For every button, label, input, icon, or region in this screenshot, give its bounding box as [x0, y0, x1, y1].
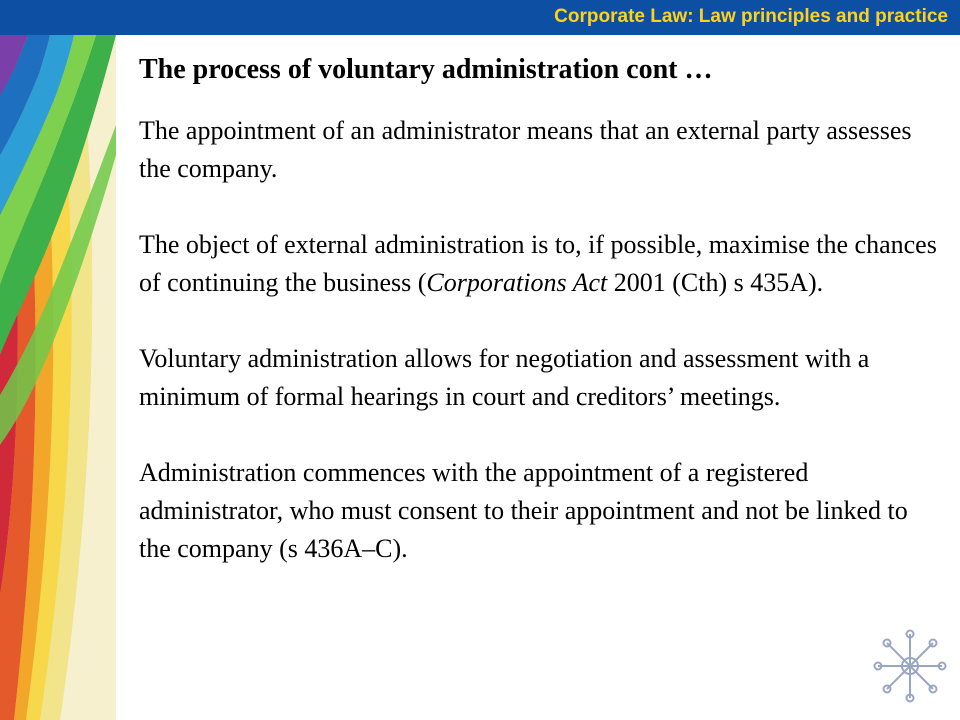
paragraph-negotiation: Voluntary administration allows for negotiation and assessment with a minimum of formal hearings in court and creditors’ meetings. [139, 344, 870, 411]
header-bar [0, 0, 960, 35]
slide-content [139, 50, 944, 606]
header-title: Corporate Law: Law principles and practice [554, 6, 948, 27]
paragraph-object-citation: 2001 (Cth) s 435A). [607, 268, 824, 297]
paragraph-object [139, 226, 944, 302]
paragraph-appointment: The appointment of an administrator means that an external party assesses the company. [139, 116, 912, 183]
paragraph-object-text: The object of external administration is to, if possible, maximise the chances of continuing the business ( [139, 230, 937, 297]
paragraph-commencement: Administration commences with the appointment of a registered administrator, who must consent to their appointment and not be linked to the company (s 436A–C). [139, 458, 908, 563]
side-art-rainbow-sheets [0, 35, 116, 720]
act-name: Corporations Act [426, 268, 608, 297]
slide-title: The process of voluntary administration cont … [139, 54, 713, 85]
network-hub-icon [872, 628, 948, 704]
